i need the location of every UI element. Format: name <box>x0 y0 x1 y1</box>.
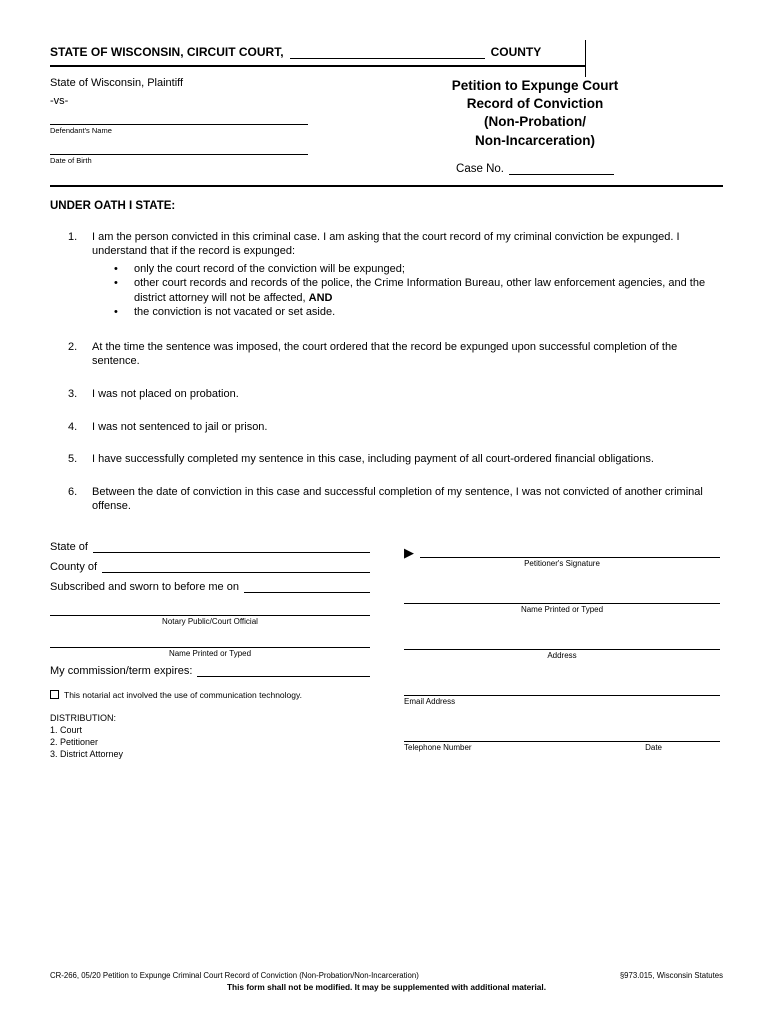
telephone-label: Telephone Number <box>404 742 472 752</box>
party-block <box>50 77 330 175</box>
petitioner-signature-label: Petitioner's Signature <box>524 558 600 568</box>
petitioner-name-printed-field[interactable] <box>404 588 720 604</box>
bullet-text: the conviction is not vacated or set aside. <box>134 306 336 319</box>
state-of-row <box>50 540 370 553</box>
bullet-text <box>134 276 707 305</box>
signature-arrow-icon: ▶ <box>404 544 414 560</box>
item-text: I am the person convicted in this criminal case. I am asking that the court record of my criminal conviction be expunged. I understand that if the record is expunged: <box>92 230 680 258</box>
case-number-row <box>385 162 685 175</box>
form-title-line3: (Non-Probation/ <box>484 114 586 130</box>
address-label: Address <box>547 650 577 660</box>
form-title-line2: Record of Conviction <box>466 96 604 112</box>
court-caption-line <box>50 45 585 67</box>
item-number: 2. <box>68 340 78 353</box>
distribution-heading: DISTRIBUTION: <box>50 712 117 723</box>
email-label: Email Address <box>404 696 456 706</box>
form-title-line1: Petition to Expunge Court <box>451 78 619 93</box>
bullet-item-3 <box>114 305 707 320</box>
commission-row <box>50 664 370 677</box>
county-name-field[interactable] <box>290 46 485 59</box>
state-of-field[interactable] <box>93 540 370 553</box>
form-title-line4: Non-Incarceration) <box>474 132 596 148</box>
email-field[interactable] <box>404 680 720 696</box>
oath-heading: UNDER OATH I STATE: <box>50 199 176 212</box>
date-of-birth-field[interactable] <box>50 135 308 155</box>
subscribed-date-field[interactable] <box>244 580 370 593</box>
title-block <box>385 77 685 175</box>
state-of-label: State of <box>50 540 88 553</box>
signature-section <box>50 540 723 761</box>
bullet-icon: • <box>114 306 118 319</box>
oath-item-5 <box>68 452 723 467</box>
caption-divider <box>585 40 586 77</box>
item-number: 3. <box>68 388 78 400</box>
case-number-label: Case No. <box>456 162 504 175</box>
county-label: COUNTY <box>490 45 542 59</box>
form-number-label: CR-266, 05/20 Petition to Expunge Criminal Court Record of Conviction (Non-Probation/Non-Incarceration) <box>50 971 419 980</box>
distribution-block <box>50 713 370 761</box>
notarial-act-label: This notarial act involved the use of communication technology. <box>64 689 302 700</box>
address-field[interactable] <box>404 634 720 650</box>
bullet-item-2 <box>114 276 707 305</box>
subscribed-label: Subscribed and sworn to before me on <box>50 580 239 593</box>
telephone-date-field[interactable] <box>404 726 720 742</box>
petitioner-column <box>404 540 720 761</box>
bullet-text-pre: other court records and records of the police, the Crime Information Bureau, other law enforcement agencies, and the district attorney will not be affected, <box>134 277 706 304</box>
county-of-label: County of <box>50 560 98 573</box>
vs-label: -vs- <box>50 95 69 107</box>
petitioner-signature-field[interactable] <box>420 544 720 558</box>
item-number: 5. <box>68 453 78 466</box>
item-text: At the time the sentence was imposed, the court ordered that the record be expunged upon successful completion of the sentence. <box>92 340 678 368</box>
commission-label: My commission/term expires: <box>50 664 193 677</box>
form-footer <box>50 971 723 992</box>
defendant-name-field[interactable] <box>50 107 308 125</box>
case-number-field[interactable] <box>509 162 614 175</box>
notary-name-printed-label: Name Printed or Typed <box>168 648 252 658</box>
bullet-icon: • <box>114 262 118 275</box>
notary-name-printed-field[interactable] <box>50 632 370 648</box>
form-title <box>385 77 685 150</box>
subscribed-row <box>50 580 370 593</box>
statute-label: §973.015, Wisconsin Statutes <box>619 971 723 980</box>
item-number: 1. <box>68 230 78 243</box>
signature-row <box>404 544 720 558</box>
footer-notice: This form shall not be modified. It may be supplemented with additional material. <box>226 982 546 992</box>
oath-item-4 <box>68 420 723 435</box>
case-caption <box>50 67 723 187</box>
distribution-item: 1. Court <box>50 724 83 735</box>
distribution-item: 2. Petitioner <box>50 737 99 748</box>
item-text: I was not sentenced to jail or prison. <box>92 420 268 433</box>
date-label: Date <box>645 742 662 752</box>
county-of-field[interactable] <box>102 560 370 573</box>
notary-official-label: Notary Public/Court Official <box>162 616 258 626</box>
bullet-icon: • <box>114 277 118 290</box>
item-text: I have successfully completed my sentence in this case, including payment of all court-ordered financial obligations. <box>92 453 654 466</box>
telephone-date-labels <box>404 743 720 752</box>
notary-official-field[interactable] <box>50 600 370 616</box>
plaintiff-label: State of Wisconsin, Plaintiff <box>50 77 184 89</box>
oath-item-3 <box>68 387 723 402</box>
bullet-item-1 <box>114 262 707 277</box>
commission-expires-field[interactable] <box>197 664 370 677</box>
oath-item-2 <box>68 340 723 369</box>
date-of-birth-label: Date of Birth <box>50 156 92 165</box>
oath-item-6 <box>68 485 723 514</box>
court-prefix-label: STATE OF WISCONSIN, CIRCUIT COURT, <box>50 45 284 59</box>
oath-item-1 <box>68 230 723 320</box>
county-of-row <box>50 560 370 573</box>
petitioner-name-printed-label: Name Printed or Typed <box>520 604 604 614</box>
defendant-name-label: Defendant's Name <box>50 126 112 135</box>
item-number: 4. <box>68 420 78 433</box>
item-number: 6. <box>68 485 78 498</box>
notary-column <box>50 540 370 761</box>
distribution-item: 3. District Attorney <box>50 749 124 760</box>
item-text: I was not placed on probation. <box>92 388 239 400</box>
notarial-act-checkbox[interactable] <box>50 690 59 699</box>
item-text: Between the date of conviction in this case and successful completion of my sentence, I was not convicted of another criminal offense. <box>92 485 703 513</box>
bullet-text: only the court record of the conviction will be expunged; <box>134 262 405 275</box>
notarial-act-row <box>50 690 370 700</box>
bullet-list <box>92 262 707 320</box>
bullet-text-bold: AND <box>308 291 333 304</box>
